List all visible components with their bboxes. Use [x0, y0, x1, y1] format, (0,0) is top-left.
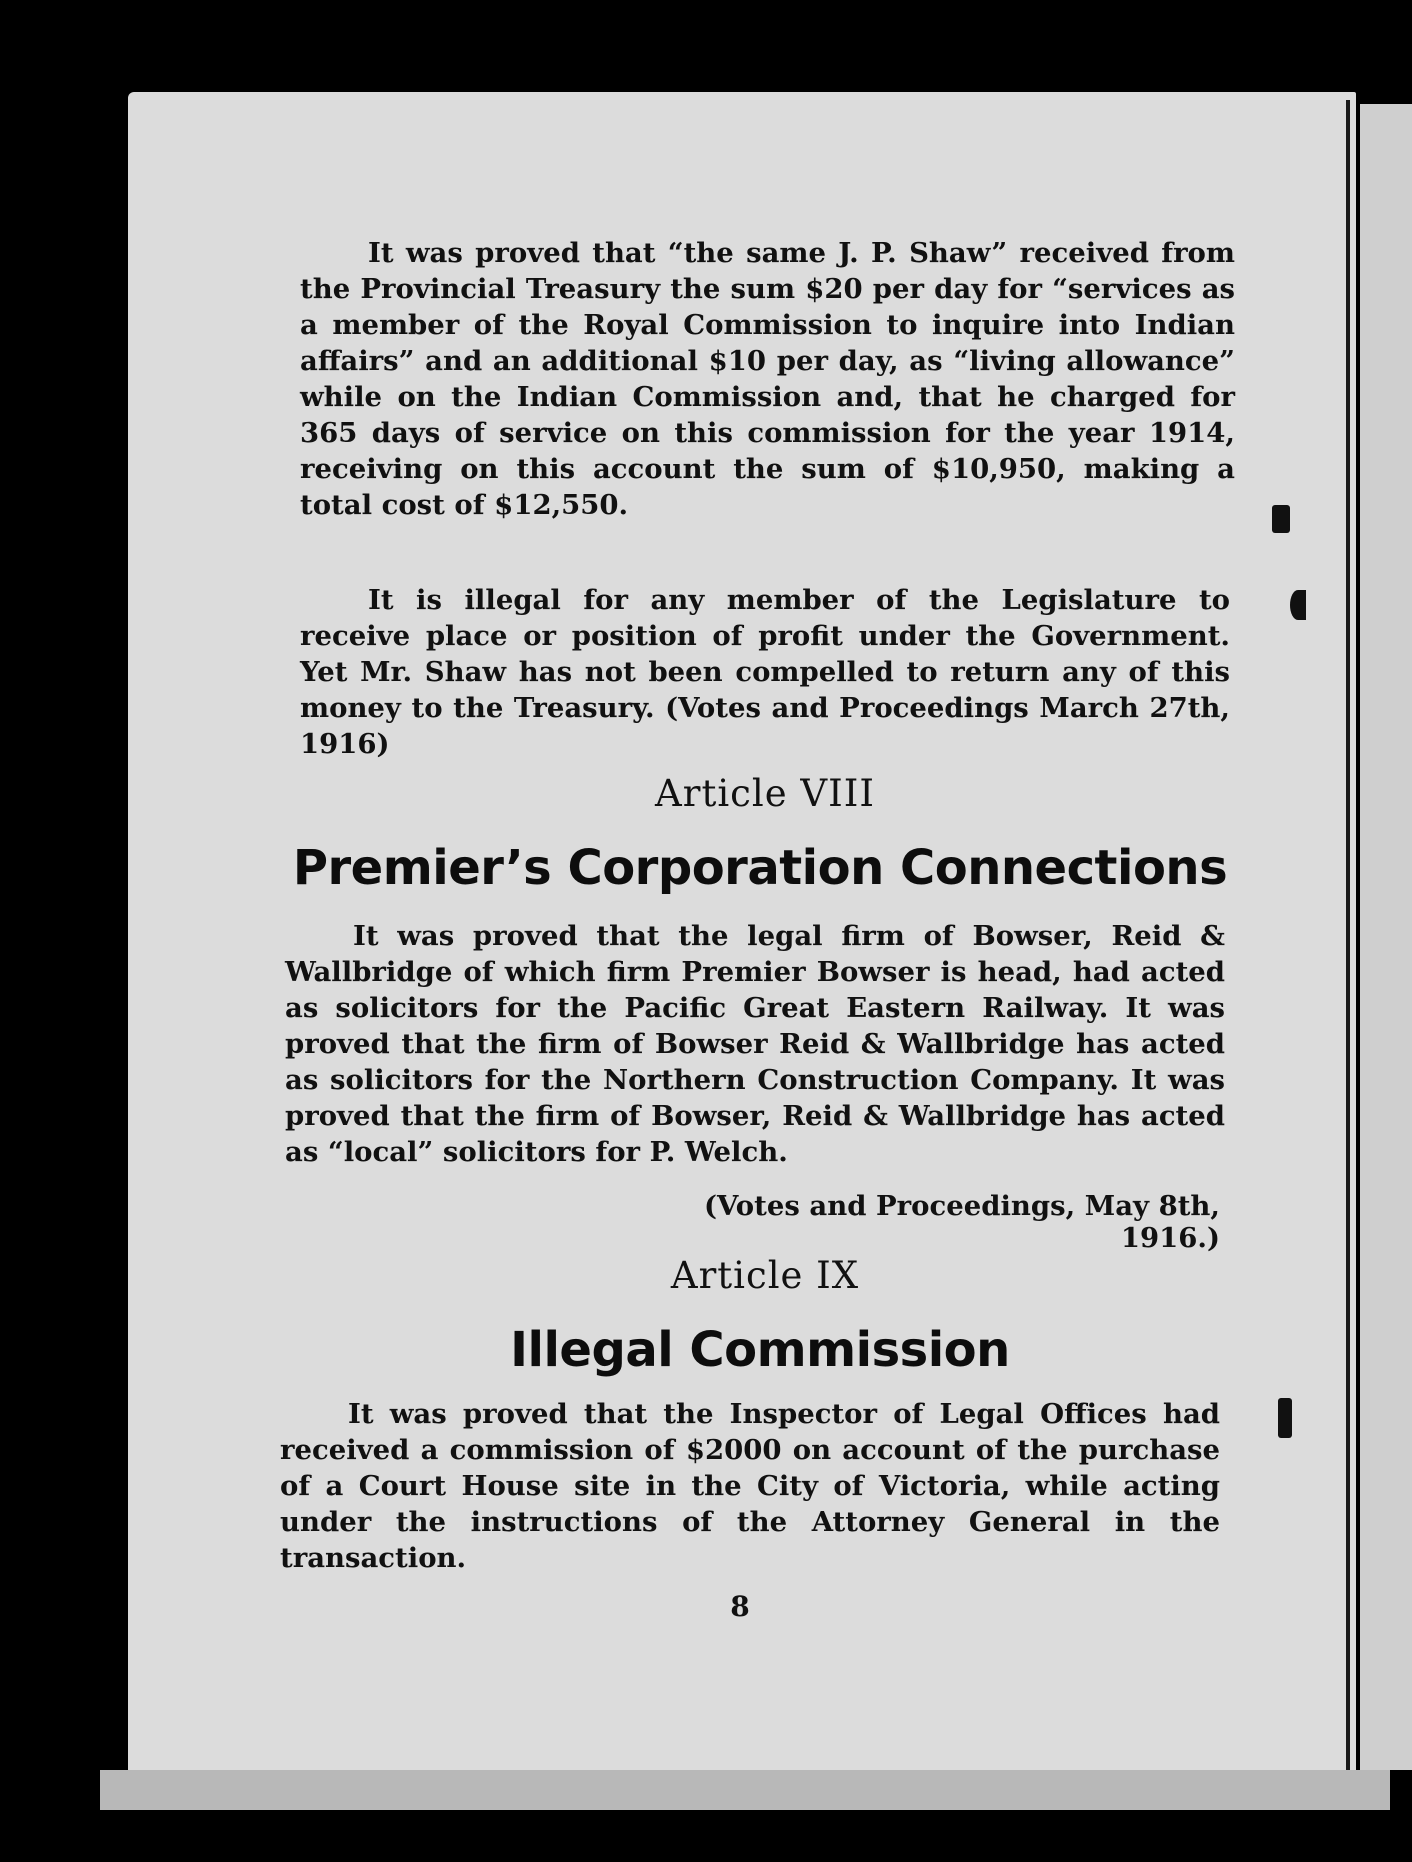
scan-mark [1290, 590, 1306, 620]
facing-page [1360, 104, 1412, 1770]
paragraph-corporation-connections: It was proved that the legal firm of Bowser, Reid & Wallbridge of which firm Premier Bowser is head, had acted as solicitors for the Pacific Great Eastern Railway. It was proved that the firm of Bowser Reid & Wallbridge has acted as solicitors for the Northern Construction Company. It was proved that the firm of Bowser, Reid & Wallbridge has acted as “local” solicitors for P. Welch. [285, 920, 1225, 1168]
paragraph-illegal-position: It is illegal for any member of the Legislature to receive place or position of profit under the Government. Yet Mr. Shaw has not been compelled to return any of this money to the Treasury. (Votes and Proceedings March 27th, 1916) [300, 584, 1230, 760]
scan-mark [1278, 1398, 1292, 1438]
page-gutter [1346, 100, 1350, 1770]
article-heading-ix: Article IX [670, 1254, 860, 1297]
scan-mark [1272, 505, 1290, 533]
article-heading-viii: Article VIII [655, 772, 875, 815]
paragraph-shaw-payment: It was proved that “the same J. P. Shaw” received from the Provincial Treasury the sum $20 per day for “services as a member of the Royal Commission to inquire into Indian affairs” and an additional $10 per day, as “living allowance” while on the Indian Commission and, that he charged for 365 days of service on this commission for the year 1914, receiving on this account the sum of $10,950, making a total cost of $12,550. [300, 237, 1235, 521]
section-title-illegal-commission: Illegal Commission [510, 1322, 1010, 1378]
page-number: 8 [730, 1590, 750, 1623]
paragraph-illegal-commission: It was proved that the Inspector of Legal Offices had received a commission of $2000 on account of the purchase of a Court House site in the City of Victoria, while acting under the instructions of the Attorney General in the transaction. [280, 1398, 1220, 1574]
page-bottom-edge [100, 1770, 1390, 1810]
section-title-corporation-connections: Premier’s Corporation Connections [292, 840, 1228, 896]
citation-votes-proceedings: (Votes and Proceedings, May 8th, 1916.) [703, 1190, 1220, 1254]
